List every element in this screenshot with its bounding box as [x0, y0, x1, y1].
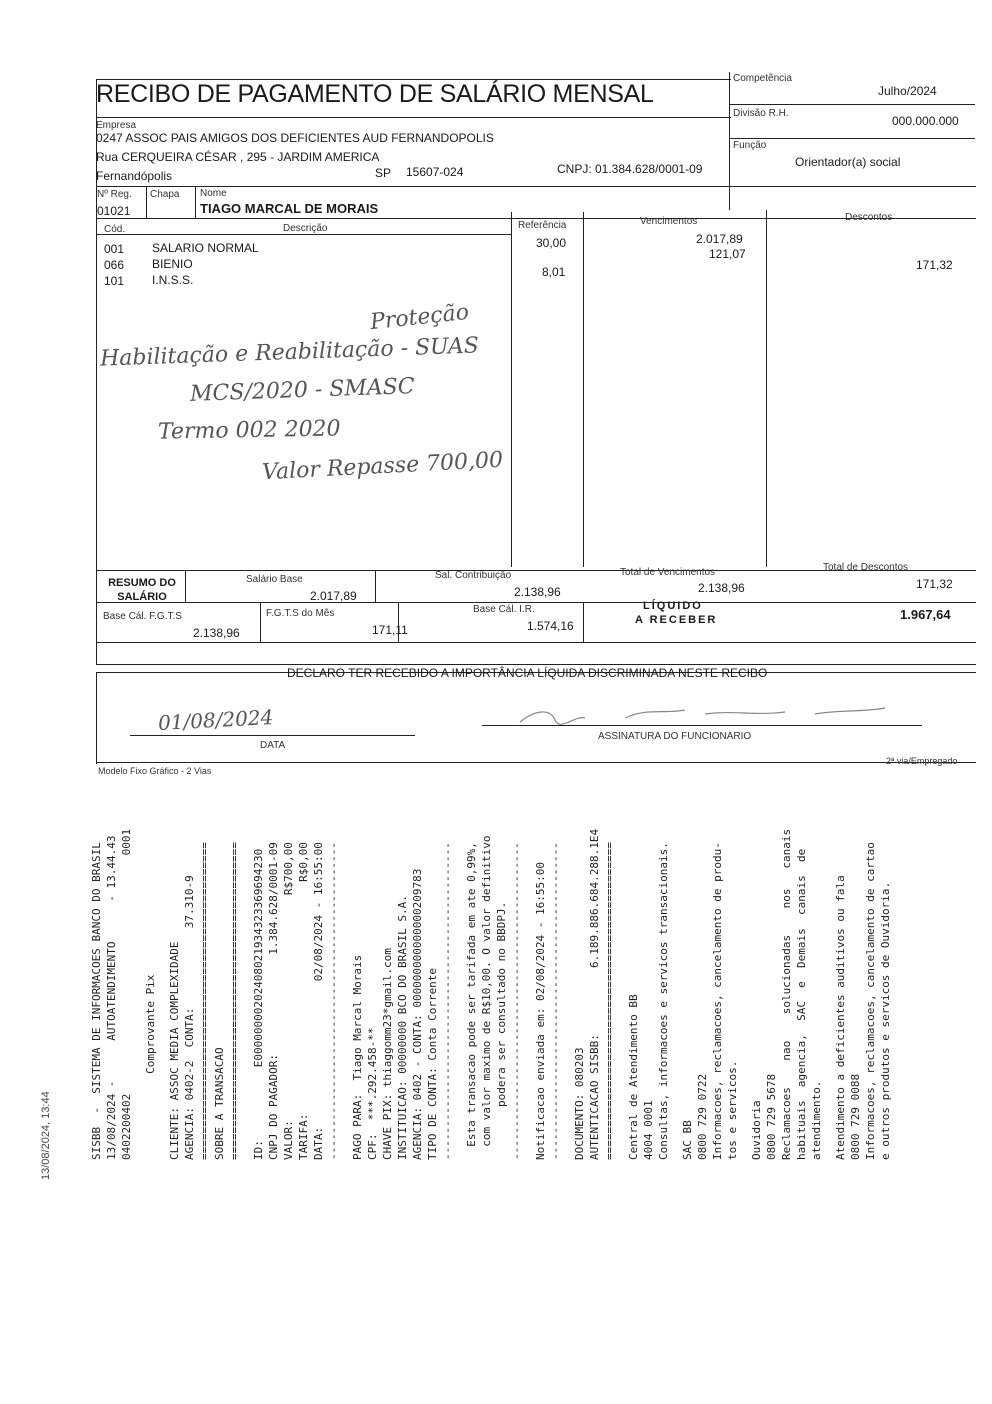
- receipt-line: Central de Atendimento BB: [627, 994, 640, 1160]
- receipt-line: Atendimento a deficientes auditivos ou fala: [834, 875, 847, 1160]
- receipt-line: ------------------------------------------------: [441, 842, 454, 1160]
- receipt-block: [143, 160, 158, 1160]
- nome-label: Nome: [200, 188, 227, 199]
- row-cod: 101: [104, 274, 125, 288]
- receipt-line: Informacoes, reclamacoes, cancelamento de produ-: [711, 842, 724, 1160]
- receipt-line: 0800 729 0722: [696, 1073, 709, 1160]
- total-descontos-label: Total de Descontos: [823, 562, 909, 573]
- receipt-line: habituais agencia, SAC e Demais canais de: [795, 848, 808, 1160]
- sal-contribuicao-value: 2.138,96: [514, 585, 561, 599]
- receipt-line: e outros produtos e servicos de Ouvidoria.: [879, 881, 892, 1160]
- receipt-line: 0800 729 0088: [849, 1073, 862, 1160]
- total-vencimentos-label: Total de Vencimentos: [620, 567, 716, 578]
- divisao-label: Divisão R.H.: [733, 108, 789, 119]
- frame-line: [729, 104, 975, 105]
- col-header-cod: Cód.: [104, 224, 126, 235]
- frame-line: [96, 117, 731, 118]
- liquido-label: LÍQUIDO: [643, 600, 703, 612]
- col-header-descricao: Descrição: [283, 223, 328, 234]
- handwritten-date: 01/08/2024: [157, 704, 274, 736]
- receipt-line: CLIENTE: ASSOC MEDIA COMPLEXIDADE: [168, 941, 181, 1160]
- nreg-label: Nº Reg.: [97, 189, 132, 200]
- receipt-line: TIPO DE CONTA: Conta Corrente: [426, 967, 439, 1160]
- row-referencia: 8,01: [542, 265, 566, 279]
- receipt-block: [533, 160, 566, 1160]
- receipt-line: 13/08/2024 - AUTOATENDIMENTO - 13.44.43: [105, 835, 118, 1160]
- pix-receipt: [80, 160, 893, 1160]
- assinatura-label: ASSINATURA DO FUNCIONARIO: [598, 731, 752, 742]
- receipt-block: [626, 160, 671, 1160]
- receipt-line: Notificacao enviada em: 02/08/2024 - 16:55:00: [534, 861, 547, 1160]
- handwriting-line: Termo 002 2020: [157, 416, 341, 445]
- empresa-nome: 0247 ASSOC PAIS AMIGOS DOS DEFICIENTES AUD FERNANDOPOLIS: [96, 131, 494, 145]
- row-descricao: SALARIO NORMAL: [152, 241, 259, 255]
- funcao-label: Função: [733, 140, 767, 151]
- receipt-block: [572, 160, 617, 1160]
- data-label: DATA: [260, 740, 286, 751]
- col-header-referencia: Referência: [518, 220, 567, 231]
- total-vencimentos-value: 2.138,96: [698, 581, 745, 595]
- sal-contribuicao-label: Sal. Contribuição: [435, 570, 512, 581]
- modelo-label: Modelo Fixo Gráfico - 2 Vias: [98, 766, 212, 776]
- empresa-endereco: Rua CERQUEIRA CÉSAR , 295 - JARDIM AMERICA: [96, 150, 380, 164]
- competencia-value: Julho/2024: [878, 84, 937, 98]
- row-descontos: 171,32: [916, 258, 953, 272]
- nreg-value: 01021: [97, 204, 131, 218]
- fgts-mes-value: 171,11: [372, 623, 408, 637]
- divisao-value: 000.000.000: [892, 114, 959, 128]
- receipt-line: CPF: ***.292.458-**: [366, 1027, 379, 1160]
- handwriting-line: MCS/2020 - SMASC: [189, 374, 416, 407]
- receipt-line: Reclamacoes nao solucionadas nos canais: [780, 828, 793, 1160]
- base-ir-value: 1.574,16: [527, 619, 574, 633]
- total-descontos-value: 171,32: [916, 577, 953, 591]
- receipt-line: Esta transacao pode ser tarifada em ate 0,99%,: [465, 842, 478, 1160]
- receipt-line: podera ser consultado no BBDPJ.: [495, 901, 508, 1160]
- receipt-line: AGENCIA: 0402-2 CONTA: 37.310-9: [183, 875, 196, 1160]
- chapa-label: Chapa: [150, 189, 180, 200]
- base-fgts-label: Base Cál. F.G.T.S: [103, 611, 182, 622]
- declaracao-text: DECLARO TER RECEBIDO A IMPORTÂNCIA LÍQUIDA DISCRIMINADA NESTE RECIBO: [287, 666, 768, 680]
- fgts-mes-label: F.G.T.S do Mês: [266, 608, 335, 619]
- liquido-value: 1.967,64: [900, 607, 951, 622]
- empresa-cnpj: CNPJ: 01.384.628/0001-09: [557, 162, 703, 176]
- receipt-line: 0402200402 0001: [120, 828, 133, 1160]
- receipt-line: SAC BB: [681, 1120, 694, 1160]
- receipt-title: RECIBO DE PAGAMENTO DE SALÁRIO MENSAL: [96, 80, 654, 108]
- receipt-line: PAGO PARA: Tiago Marcal Morais: [351, 954, 364, 1160]
- receipt-line: ------------------------------------------------: [327, 842, 340, 1160]
- receipt-block: [680, 160, 740, 1160]
- receipt-line: INSTITUICAO: 00000000 BCO DO BRASIL S.A.: [396, 895, 409, 1160]
- receipt-block: [251, 160, 341, 1160]
- col-header-descontos: Descontos: [845, 212, 893, 223]
- receipt-line: tos e servicos.: [726, 1060, 739, 1160]
- col-header-vencimentos: Vencimentos: [640, 216, 698, 227]
- receipt-line: Comprovante Pix: [144, 974, 157, 1160]
- receipt-line: com valor maximo de R$10,00. O valor definitivo: [480, 835, 493, 1160]
- salario-base-value: 2.017,89: [310, 589, 357, 603]
- empresa-label: Empresa: [96, 120, 137, 131]
- empresa-cidade: Fernandópolis: [96, 169, 173, 183]
- via-label: 2ª via/Empregado: [886, 756, 958, 766]
- receipt-line: Consultas, informacoes e servicos transacionais.: [657, 842, 670, 1160]
- receipt-line: 4004 0001: [642, 1100, 655, 1160]
- competencia-label: Competência: [733, 73, 792, 84]
- empresa-cep: 15607-024: [406, 165, 464, 179]
- salario-base-label: Salário Base: [246, 574, 303, 585]
- receipt-block: [89, 160, 134, 1160]
- receipt-line: ID: E00000000202408021934323369694230: [252, 848, 265, 1160]
- row-referencia: 30,00: [536, 236, 567, 250]
- receipt-block: [350, 160, 455, 1160]
- receipt-line: VALOR: R$700,00: [282, 842, 295, 1160]
- handwriting-line: Proteção: [368, 299, 471, 336]
- row-descricao: I.N.S.S.: [152, 273, 194, 287]
- receipt-line: ------------------------------------------------: [549, 842, 562, 1160]
- receipt-line: ================================================: [228, 842, 241, 1160]
- handwriting-line: Valor Repasse 700,00: [261, 447, 504, 486]
- receipt-line: AGENCIA: 0402 - CONTA: 000000000000000209783: [411, 868, 424, 1160]
- receipt-line: SISBB - SISTEMA DE INFORMACOES BANCO DO BRASIL: [90, 842, 103, 1160]
- receipt-line: Informacoes, reclamacoes, cancelamento de cartao: [864, 842, 877, 1160]
- row-vencimentos: 121,07: [709, 247, 746, 261]
- empresa-uf: SP: [375, 166, 392, 180]
- receipt-line: TARIFA: R$0,00: [297, 842, 310, 1160]
- side-timestamp: 13/08/2024, 13:44: [40, 1091, 52, 1180]
- receipt-line: atendimento.: [810, 1080, 823, 1160]
- employee-name: TIAGO MARCAL DE MORAIS: [200, 201, 379, 216]
- receipt-line: ================================================: [603, 842, 616, 1160]
- row-descricao: BIENIO: [152, 257, 193, 271]
- receipt-line: DATA: 02/08/2024 - 16:55:00: [312, 842, 325, 1160]
- receipt-block: [833, 160, 893, 1160]
- receipt-line: 0800 729 5678: [765, 1073, 778, 1160]
- receipt-line: CNPJ DO PAGADOR: 1.384.628/0001-09: [267, 842, 280, 1160]
- resumo-label: RESUMO DO SALÁRIO: [108, 577, 176, 603]
- receipt-block: [749, 160, 824, 1160]
- receipt-line: Ouvidoria: [750, 1100, 763, 1160]
- funcao-value: Orientador(a) social: [795, 155, 901, 169]
- frame-line: [729, 138, 975, 139]
- row-cod: 066: [104, 258, 125, 272]
- receipt-line: AUTENTICACAO SISBB: 6.189.886.684.288.1E4: [588, 828, 601, 1160]
- receipt-line: ------------------------------------------------: [510, 842, 523, 1160]
- receipt-line: SOBRE A TRANSACAO: [213, 1047, 226, 1160]
- receipt-line: DOCUMENTO: 080203: [573, 1047, 586, 1160]
- a-receber-label: A RECEBER: [635, 614, 718, 626]
- row-cod: 001: [104, 242, 125, 256]
- base-ir-label: Base Cál. I.R.: [473, 604, 535, 615]
- handwriting-line: Habilitação e Reabilitação - SUAS: [99, 333, 480, 372]
- row-vencimentos: 2.017,89: [696, 232, 743, 246]
- base-fgts-value: 2.138,96: [193, 626, 240, 640]
- receipt-block: [464, 160, 524, 1160]
- receipt-block: [167, 160, 242, 1160]
- receipt-line: CHAVE PIX: thiaggomm23*gmail.com: [381, 948, 394, 1160]
- receipt-line: ================================================: [198, 842, 211, 1160]
